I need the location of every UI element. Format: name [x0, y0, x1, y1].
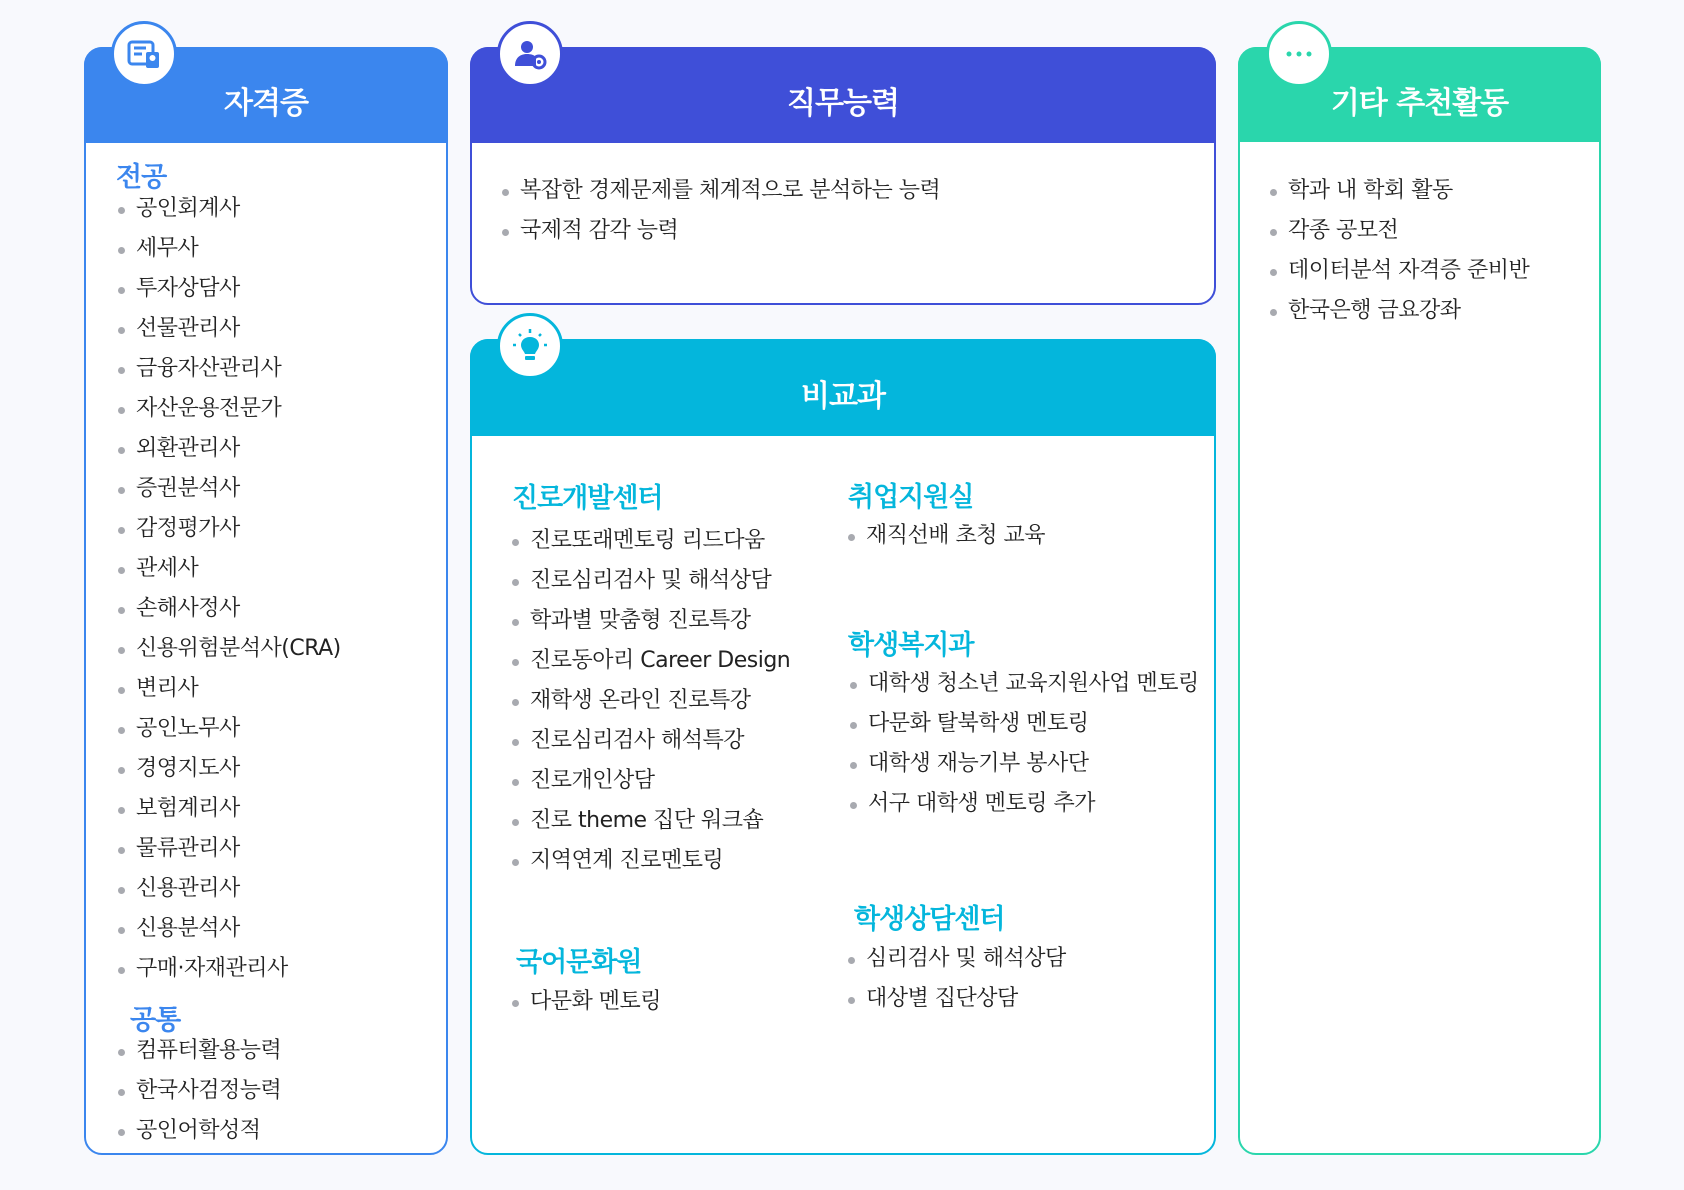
job-skills-card	[470, 47, 1216, 305]
major-certificate-item: 증권분석사	[118, 469, 341, 509]
other-activities-title: 기타 추천활동	[1330, 85, 1509, 121]
other-activities-list	[1270, 171, 1529, 331]
welfare-item: 다문화 탈북학생 멘토링	[850, 704, 1199, 744]
major-certificate-item: 관세사	[118, 549, 341, 589]
major-certificate-item: 보험계리사	[118, 789, 341, 829]
career-center-item: 진로 theme 집단 워크숍	[512, 801, 790, 841]
welfare-item: 대학생 청소년 교육지원사업 멘토링	[850, 664, 1199, 704]
korean-institute-title: 국어문화원	[516, 947, 642, 978]
extracurricular-header	[470, 339, 1216, 436]
major-certificate-item: 외환관리사	[118, 429, 341, 469]
employment-list	[848, 516, 1045, 556]
career-center-title: 진로개발센터	[512, 483, 663, 514]
major-certificate-item: 물류관리사	[118, 829, 341, 869]
career-center-item: 진로심리검사 및 해석상담	[512, 561, 790, 601]
career-center-item: 지역연계 진로멘토링	[512, 841, 790, 881]
extracurricular-card	[470, 339, 1216, 1155]
counseling-list	[848, 939, 1066, 1019]
major-certificate-item: 세무사	[118, 229, 341, 269]
common-heading: 공통	[130, 1005, 181, 1036]
career-center-item: 재학생 온라인 진로특강	[512, 681, 790, 721]
major-certificate-item: 감정평가사	[118, 509, 341, 549]
major-certificate-item: 손해사정사	[118, 589, 341, 629]
job-skill-item: 복잡한 경제문제를 체계적으로 분석하는 능력	[502, 171, 940, 211]
career-center-item: 진로또래멘토링 리드다움	[512, 521, 790, 561]
employment-title: 취업지원실	[848, 482, 974, 513]
major-certificate-item: 공인노무사	[118, 709, 341, 749]
major-certificate-item: 경영지도사	[118, 749, 341, 789]
extracurricular-title: 비교과	[801, 378, 885, 414]
job-skills-header	[470, 47, 1216, 143]
major-certificate-item: 신용위험분석사(CRA)	[118, 629, 341, 669]
employment-item: 재직선배 초청 교육	[848, 516, 1045, 556]
other-activities-card	[1238, 47, 1601, 1155]
job-skills-list	[502, 171, 940, 251]
welfare-item: 서구 대학생 멘토링 추가	[850, 784, 1199, 824]
common-certificate-item: 컴퓨터활용능력	[118, 1031, 281, 1071]
major-certificate-item: 변리사	[118, 669, 341, 709]
major-certificate-item: 금융자산관리사	[118, 349, 341, 389]
career-center-item: 진로동아리 Career Design	[512, 641, 790, 681]
major-certificate-item: 신용분석사	[118, 909, 341, 949]
major-certificate-item: 공인회계사	[118, 189, 341, 229]
major-heading: 전공	[116, 162, 167, 193]
major-certificate-item: 선물관리사	[118, 309, 341, 349]
career-center-list	[512, 521, 790, 881]
counseling-title: 학생상담센터	[854, 904, 1005, 935]
other-activity-item: 한국은행 금요강좌	[1270, 291, 1529, 331]
welfare-list	[850, 664, 1199, 824]
major-certificate-item: 자산운용전문가	[118, 389, 341, 429]
career-center-item: 진로개인상담	[512, 761, 790, 801]
major-certificate-item: 신용관리사	[118, 869, 341, 909]
counseling-item: 심리검사 및 해석상담	[848, 939, 1066, 979]
other-activity-item: 각종 공모전	[1270, 211, 1529, 251]
common-certificate-item: 한국사검정능력	[118, 1071, 281, 1111]
other-activity-item: 학과 내 학회 활동	[1270, 171, 1529, 211]
major-certificate-list	[118, 189, 341, 989]
major-certificate-item: 투자상담사	[118, 269, 341, 309]
job-skills-title: 직무능력	[787, 86, 899, 121]
user-gear-icon	[497, 21, 563, 87]
other-activity-item: 데이터분석 자격증 준비반	[1270, 251, 1529, 291]
more-dots-icon	[1266, 21, 1332, 87]
welfare-item: 대학생 재능기부 봉사단	[850, 744, 1199, 784]
lightbulb-icon	[497, 313, 563, 379]
common-certificate-item: 공인어학성적	[118, 1111, 281, 1151]
certificates-title: 자격증	[224, 86, 308, 121]
job-skill-item: 국제적 감각 능력	[502, 211, 940, 251]
korean-institute-item: 다문화 멘토링	[512, 982, 661, 1022]
certificates-card	[84, 47, 448, 1155]
common-certificate-list	[118, 1031, 281, 1151]
career-center-item: 진로심리검사 해석특강	[512, 721, 790, 761]
career-center-item: 학과별 맞춤형 진로특강	[512, 601, 790, 641]
major-certificate-item: 구매·자재관리사	[118, 949, 341, 989]
counseling-item: 대상별 집단상담	[848, 979, 1066, 1019]
korean-institute-list	[512, 982, 661, 1022]
welfare-title: 학생복지과	[848, 630, 974, 661]
certificate-icon	[111, 21, 177, 87]
